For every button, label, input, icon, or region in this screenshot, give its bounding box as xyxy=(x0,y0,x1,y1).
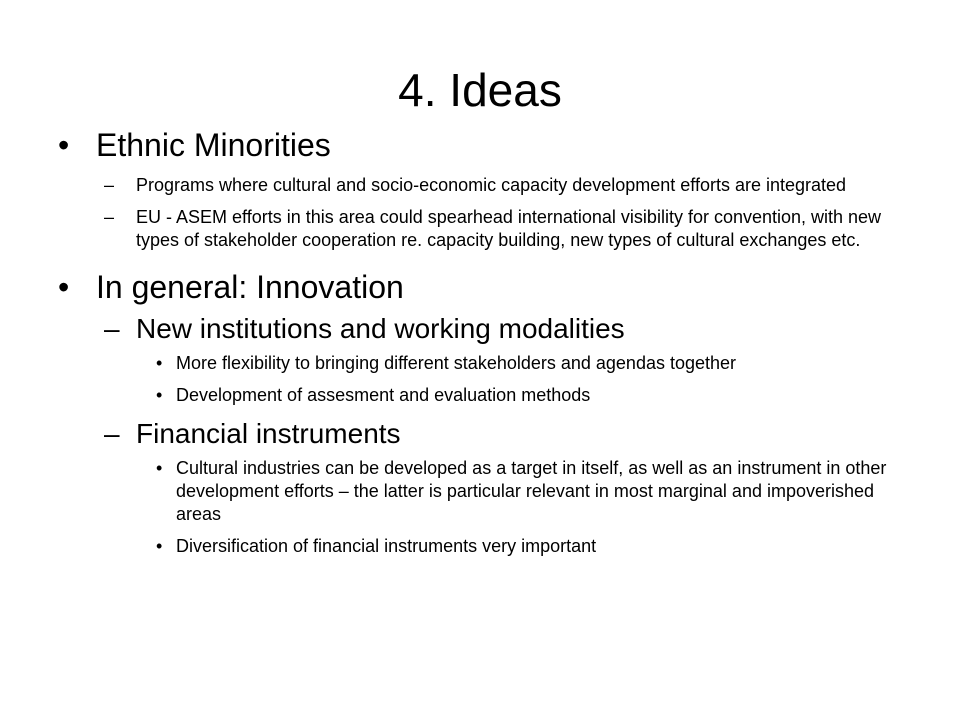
sub-bullet-text: EU - ASEM efforts in this area could spearhead international visibility for convention, with new types of stakeholder cooperation re. capacity building, new types of cultural exchanges etc. xyxy=(136,207,882,250)
sub-sub-bullet-text: Diversification of financial instruments very important xyxy=(176,536,597,556)
sub-sub-bullet-text: Development of assesment and evaluation methods xyxy=(176,385,591,405)
sub-bullet-text: New institutions and working modalities xyxy=(136,313,625,344)
sub-bullet-financial-instruments xyxy=(58,417,908,451)
slide-title: 4. Ideas xyxy=(398,64,562,116)
bullet-icon: • xyxy=(156,536,163,556)
sub-sub-bullet-assessment xyxy=(58,384,908,407)
dash-icon: – xyxy=(104,313,120,344)
sub-bullet-text: Programs where cultural and socio-economic capacity development efforts are integrated xyxy=(136,175,847,195)
sub-bullet-new-institutions xyxy=(58,312,908,346)
sub-sub-bullet-text: Cultural industries can be developed as a target in itself, as well as an instrument in other development efforts – the latter is particular relevant in most marginal and impoverished areas xyxy=(176,458,887,524)
bullet-in-general-innovation xyxy=(58,268,908,306)
sub-bullet-programs xyxy=(58,174,908,197)
bullet-text: Ethnic Minorities xyxy=(96,127,331,163)
sub-bullet-text: Financial instruments xyxy=(136,418,401,449)
sub-bullet-eu-asem xyxy=(58,206,908,252)
bullet-icon: • xyxy=(58,269,70,305)
bullet-icon: • xyxy=(156,353,163,373)
bullet-icon: • xyxy=(58,127,70,163)
bullet-icon: • xyxy=(156,385,163,405)
slide-content xyxy=(58,126,908,558)
sub-sub-bullet-text: More flexibility to bringing different stakeholders and agendas together xyxy=(176,353,737,373)
bullet-icon: • xyxy=(156,458,163,478)
sub-sub-bullet-flexibility xyxy=(58,352,908,375)
sub-sub-bullet-cultural-industries xyxy=(58,457,908,526)
dash-icon: – xyxy=(104,207,115,227)
dash-icon: – xyxy=(104,418,120,449)
dash-icon: – xyxy=(104,175,115,195)
bullet-text: In general: Innovation xyxy=(96,269,404,305)
sub-sub-bullet-diversification xyxy=(58,535,908,558)
bullet-ethnic-minorities xyxy=(58,126,908,164)
